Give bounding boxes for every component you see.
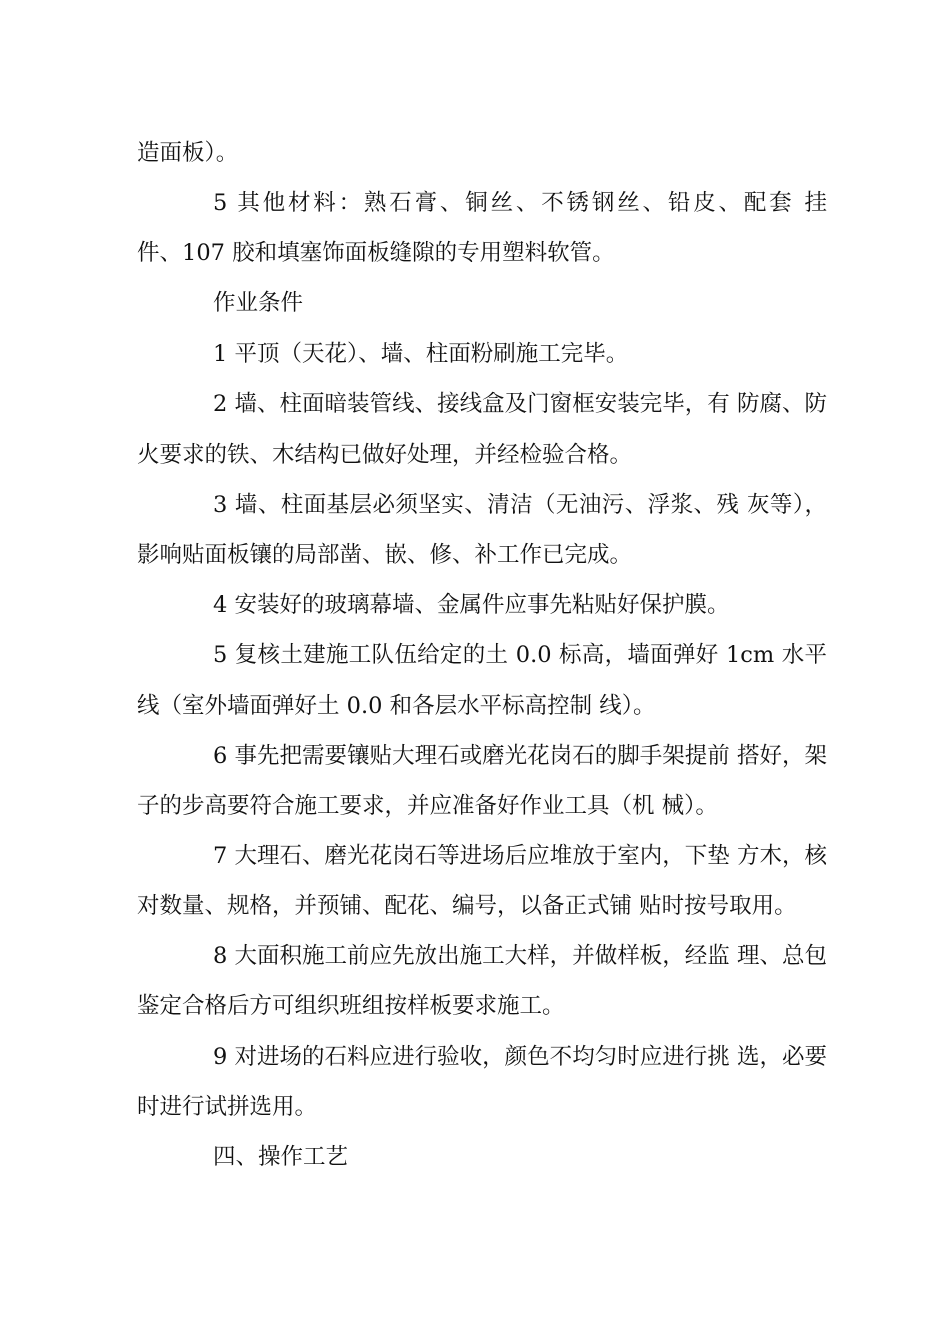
- condition-8-line-2: 鉴定合格后方可组织班组按样板要求施工。: [137, 993, 565, 1019]
- condition-4-line-1: 4 安装好的玻璃幕墙、金属件应事先粘贴好保护膜。: [213, 592, 730, 618]
- condition-3-line-1: 3 墙、柱面基层必须坚实、清洁（无油污、浮浆、残 灰等），: [213, 492, 827, 518]
- condition-9-line-1: 9 对进场的石料应进行验收，颜色不均匀时应进行挑 选，必要: [213, 1044, 827, 1070]
- paragraph-materials-line-2: 件、107 胶和填塞饰面板缝隙的专用塑料软管。: [137, 240, 615, 266]
- condition-8-line-1: 8 大面积施工前应先放出施工大样，并做样板，经监 理、总包: [213, 943, 827, 969]
- condition-2-line-1: 2 墙、柱面暗装管线、接线盒及门窗框安装完毕，有 防腐、防: [213, 391, 827, 417]
- condition-7-line-2: 对数量、规格，并预铺、配花、编号，以备正式铺 贴时按号取用。: [137, 893, 797, 919]
- condition-1-line-1: 1 平顶（天花）、墙、柱面粉刷施工完毕。: [213, 341, 629, 367]
- condition-5-line-2: 线（室外墙面弹好土 0.0 和各层水平标高控制 线）。: [137, 693, 656, 719]
- condition-7-line-1: 7 大理石、磨光花岗石等进场后应堆放于室内，下垫 方木，核: [213, 843, 827, 869]
- condition-6-line-1: 6 事先把需要镶贴大理石或磨光花岗石的脚手架提前 搭好，架: [213, 743, 827, 769]
- paragraph-materials-line-1: 5 其他材料：熟石膏、铜丝、不锈钢丝、铅皮、配套 挂: [213, 190, 827, 216]
- text-line-continuation: 造面板）。: [137, 140, 239, 166]
- condition-3-line-2: 影响贴面板镶的局部凿、嵌、修、补工作已完成。: [137, 542, 633, 568]
- condition-5-line-1: 5 复核土建施工队伍给定的土 0.0 标高，墙面弹好 1cm 水平: [213, 642, 827, 668]
- condition-6-line-2: 子的步高要符合施工要求，并应准备好作业工具（机 械）。: [137, 793, 718, 819]
- condition-9-line-2: 时进行试拼选用。: [137, 1094, 318, 1120]
- condition-2-line-2: 火要求的铁、木结构已做好处理，并经检验合格。: [137, 442, 633, 468]
- section-heading-operation-process: 四、操作工艺: [213, 1144, 349, 1170]
- section-heading-work-conditions: 作业条件: [213, 290, 304, 316]
